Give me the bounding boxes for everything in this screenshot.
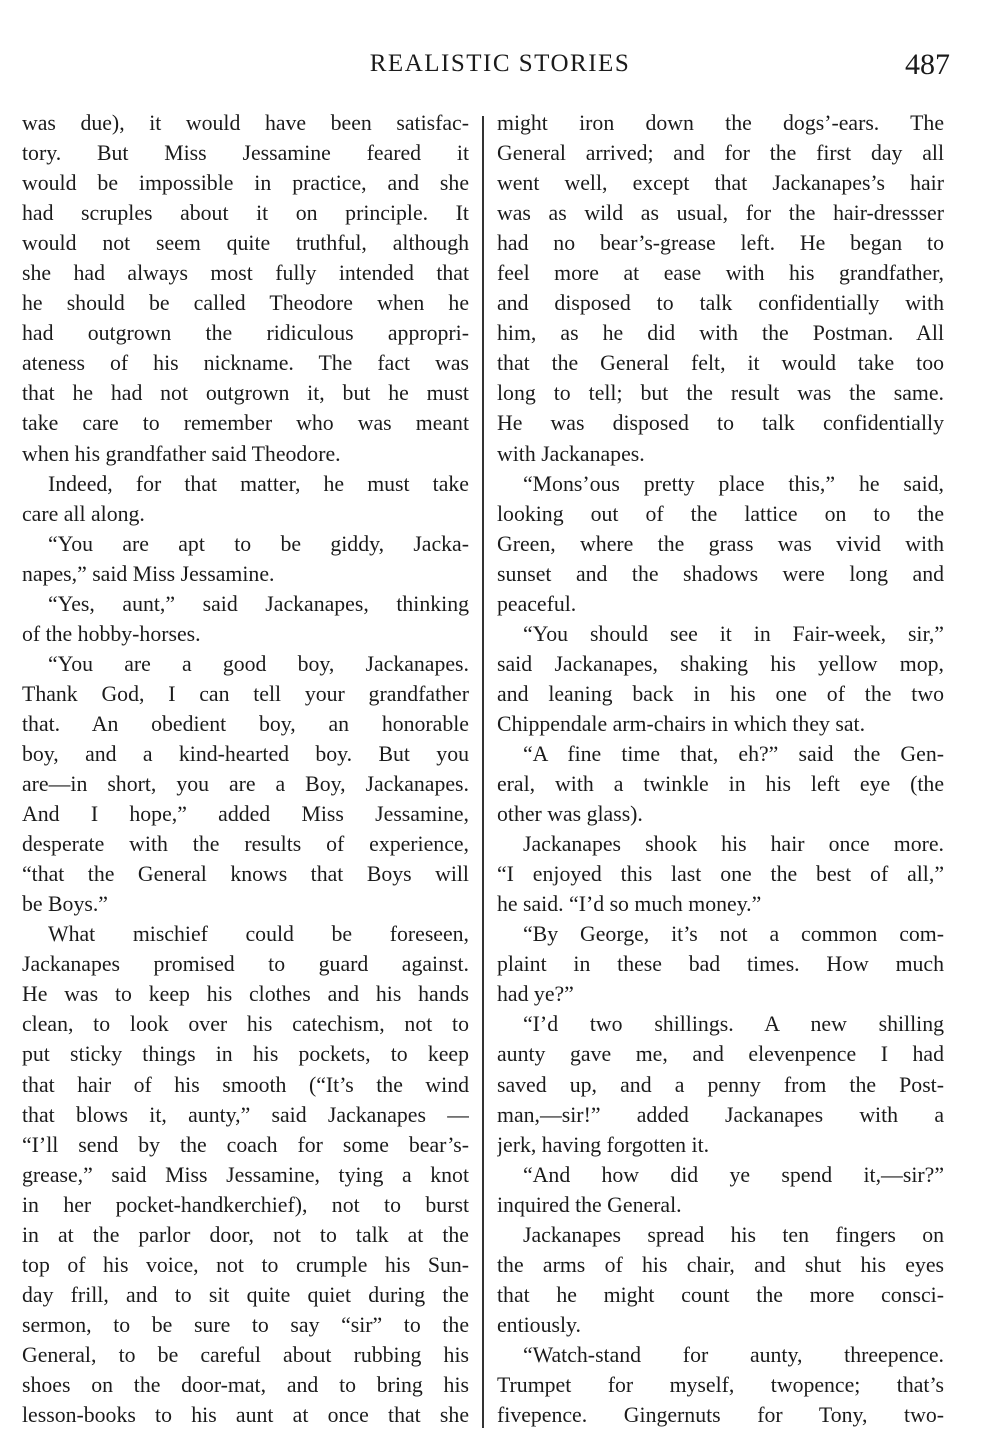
text-line: “Watch-stand for aunty, threepence. xyxy=(523,1342,944,1367)
text-line: fivepence. Gingernuts for Tony, two- xyxy=(497,1403,944,1428)
text-line: man,—sir!” added Jackanapes with a xyxy=(497,1102,944,1127)
text-line: with Jackanapes. xyxy=(497,441,645,466)
text-line: He was to keep his clothes and his hands xyxy=(22,982,469,1007)
text-line: Jackanapes shook his hair once more. xyxy=(523,832,944,857)
text-line: entiously. xyxy=(497,1312,581,1337)
text-line: was as wild as usual, for the hair-dressser xyxy=(497,201,944,226)
text-line: sermon, to be sure to say “sir” to the xyxy=(22,1312,469,1337)
text-line: “You are apt to be giddy, Jacka- xyxy=(48,531,469,556)
text-line: Green, where the grass was vivid with xyxy=(497,531,944,556)
page-number: 487 xyxy=(905,48,950,81)
text-line: that. An obedient boy, an honorable xyxy=(22,711,469,736)
text-line: feel more at ease with his grandfather, xyxy=(497,261,944,286)
text-line: Chippendale arm-chairs in which they sat. xyxy=(497,711,866,736)
text-line: clean, to look over his catechism, not to xyxy=(22,1012,469,1037)
text-line: had no bear’s-grease left. He began to xyxy=(497,231,944,256)
running-title: REALISTIC STORIES xyxy=(369,50,631,77)
text-line: had outgrown the ridiculous appropri- xyxy=(22,321,469,346)
text-line: Jackanapes spread his ten fingers on xyxy=(523,1222,944,1247)
text-line: peaceful. xyxy=(497,591,577,616)
text-line: boy, and a kind-hearted boy. But you xyxy=(22,741,469,766)
text-line: went well, except that Jackanapes’s hair xyxy=(497,171,944,196)
text-line: What mischief could be foreseen, xyxy=(48,922,469,947)
text-line: had scruples about it on principle. It xyxy=(22,201,469,226)
text-line: she had always most fully intended that xyxy=(22,261,469,286)
text-line: would not seem quite truthful, although xyxy=(22,231,469,256)
text-line: other was glass). xyxy=(497,802,643,827)
text-line: that hair of his smooth (“It’s the wind xyxy=(22,1072,469,1097)
text-line: that the General felt, it would take too xyxy=(497,351,944,376)
text-line: shoes on the door-mat, and to bring his xyxy=(22,1372,469,1397)
text-line: Jackanapes promised to guard against. xyxy=(22,952,469,977)
left-text-column xyxy=(22,108,469,1430)
text-line: “You are a good boy, Jackanapes. xyxy=(48,651,469,676)
text-line: said Jackanapes, shaking his yellow mop, xyxy=(497,651,944,676)
text-line: “Yes, aunt,” said Jackanapes, thinking xyxy=(48,591,469,616)
text-line: in at the parlor door, not to talk at the xyxy=(22,1222,469,1247)
page-header xyxy=(0,46,1000,86)
text-line: take care to remember who was meant xyxy=(22,411,469,436)
text-line: General arrived; and for the first day all xyxy=(497,141,944,166)
text-line: would be impossible in practice, and she xyxy=(22,171,469,196)
text-line: “I enjoyed this last one the best of all,” xyxy=(497,862,944,887)
right-text-column xyxy=(497,108,944,1430)
text-line: “You should see it in Fair-week, sir,” xyxy=(523,621,944,646)
text-line: ateness of his nickname. The fact was xyxy=(22,351,469,376)
text-line: “And how did ye spend it,—sir?” xyxy=(523,1162,944,1187)
text-line: sunset and the shadows were long and xyxy=(497,561,944,586)
text-line: grease,” said Miss Jessamine, tying a knot xyxy=(22,1162,469,1187)
text-line: he should be called Theodore when he xyxy=(22,291,469,316)
text-line: And I hope,” added Miss Jessamine, xyxy=(22,802,469,827)
text-line: aunty gave me, and elevenpence I had xyxy=(497,1042,944,1067)
text-line: him, as he did with the Postman. All xyxy=(497,321,944,346)
text-line: had ye?” xyxy=(497,982,574,1007)
text-line: Indeed, for that matter, he must take xyxy=(48,471,469,496)
text-line: day frill, and to sit quite quiet during the xyxy=(22,1282,469,1307)
text-line: He was disposed to talk confidentially xyxy=(497,411,944,436)
text-line: General, to be careful about rubbing his xyxy=(22,1342,469,1367)
text-line: care all along. xyxy=(22,501,145,526)
text-line: looking out of the lattice on to the xyxy=(497,501,944,526)
text-line: of the hobby-horses. xyxy=(22,621,201,646)
text-line: that blows it, aunty,” said Jackanapes — xyxy=(22,1102,469,1127)
text-line: that he might count the more consci- xyxy=(497,1282,944,1307)
text-line: eral, with a twinkle in his left eye (the xyxy=(497,772,944,797)
text-line: “that the General knows that Boys will xyxy=(22,862,469,887)
text-line: put sticky things in his pockets, to keep xyxy=(22,1042,469,1067)
text-line: was due), it would have been satisfac- xyxy=(22,111,469,135)
text-line: “A fine time that, eh?” said the Gen- xyxy=(523,741,944,766)
text-line: in her pocket-handkerchief), not to burst xyxy=(22,1192,469,1217)
text-line: that he had not outgrown it, but he must xyxy=(22,381,469,406)
text-line: “I’ll send by the coach for some bear’s- xyxy=(22,1132,469,1157)
text-line: tory. But Miss Jessamine feared it xyxy=(22,141,469,166)
text-line: and leaning back in his one of the two xyxy=(497,681,944,706)
text-line: Thank God, I can tell your grandfather xyxy=(22,681,469,706)
text-line: napes,” said Miss Jessamine. xyxy=(22,561,275,586)
text-line: saved up, and a penny from the Post- xyxy=(497,1072,944,1097)
text-line: jerk, having forgotten it. xyxy=(497,1132,710,1157)
text-line: Trumpet for myself, twopence; that’s xyxy=(497,1372,944,1397)
text-line: “Mons’ous pretty place this,” he said, xyxy=(523,471,944,496)
text-line: the arms of his chair, and shut his eyes xyxy=(497,1252,944,1277)
text-line: when his grandfather said Theodore. xyxy=(22,441,341,466)
text-line: inquired the General. xyxy=(497,1192,682,1217)
text-line: be Boys.” xyxy=(22,892,108,917)
text-line: lesson-books to his aunt at once that she xyxy=(22,1403,469,1428)
text-line: “I’d two shillings. A new shilling xyxy=(523,1012,944,1037)
text-line: are—in short, you are a Boy, Jackanapes. xyxy=(22,772,469,797)
text-line: plaint in these bad times. How much xyxy=(497,952,944,977)
text-line: long to tell; but the result was the same. xyxy=(497,381,944,406)
text-line: and disposed to talk confidentially with xyxy=(497,291,944,316)
text-line: top of his voice, not to crumple his Sun- xyxy=(22,1252,469,1277)
text-line: “By George, it’s not a common com- xyxy=(523,922,944,947)
text-line: desperate with the results of experience, xyxy=(22,832,469,857)
text-line: might iron down the dogs’-ears. The xyxy=(497,111,944,135)
column-divider xyxy=(482,116,484,1428)
text-line: he said. “I’d so much money.” xyxy=(497,892,762,917)
